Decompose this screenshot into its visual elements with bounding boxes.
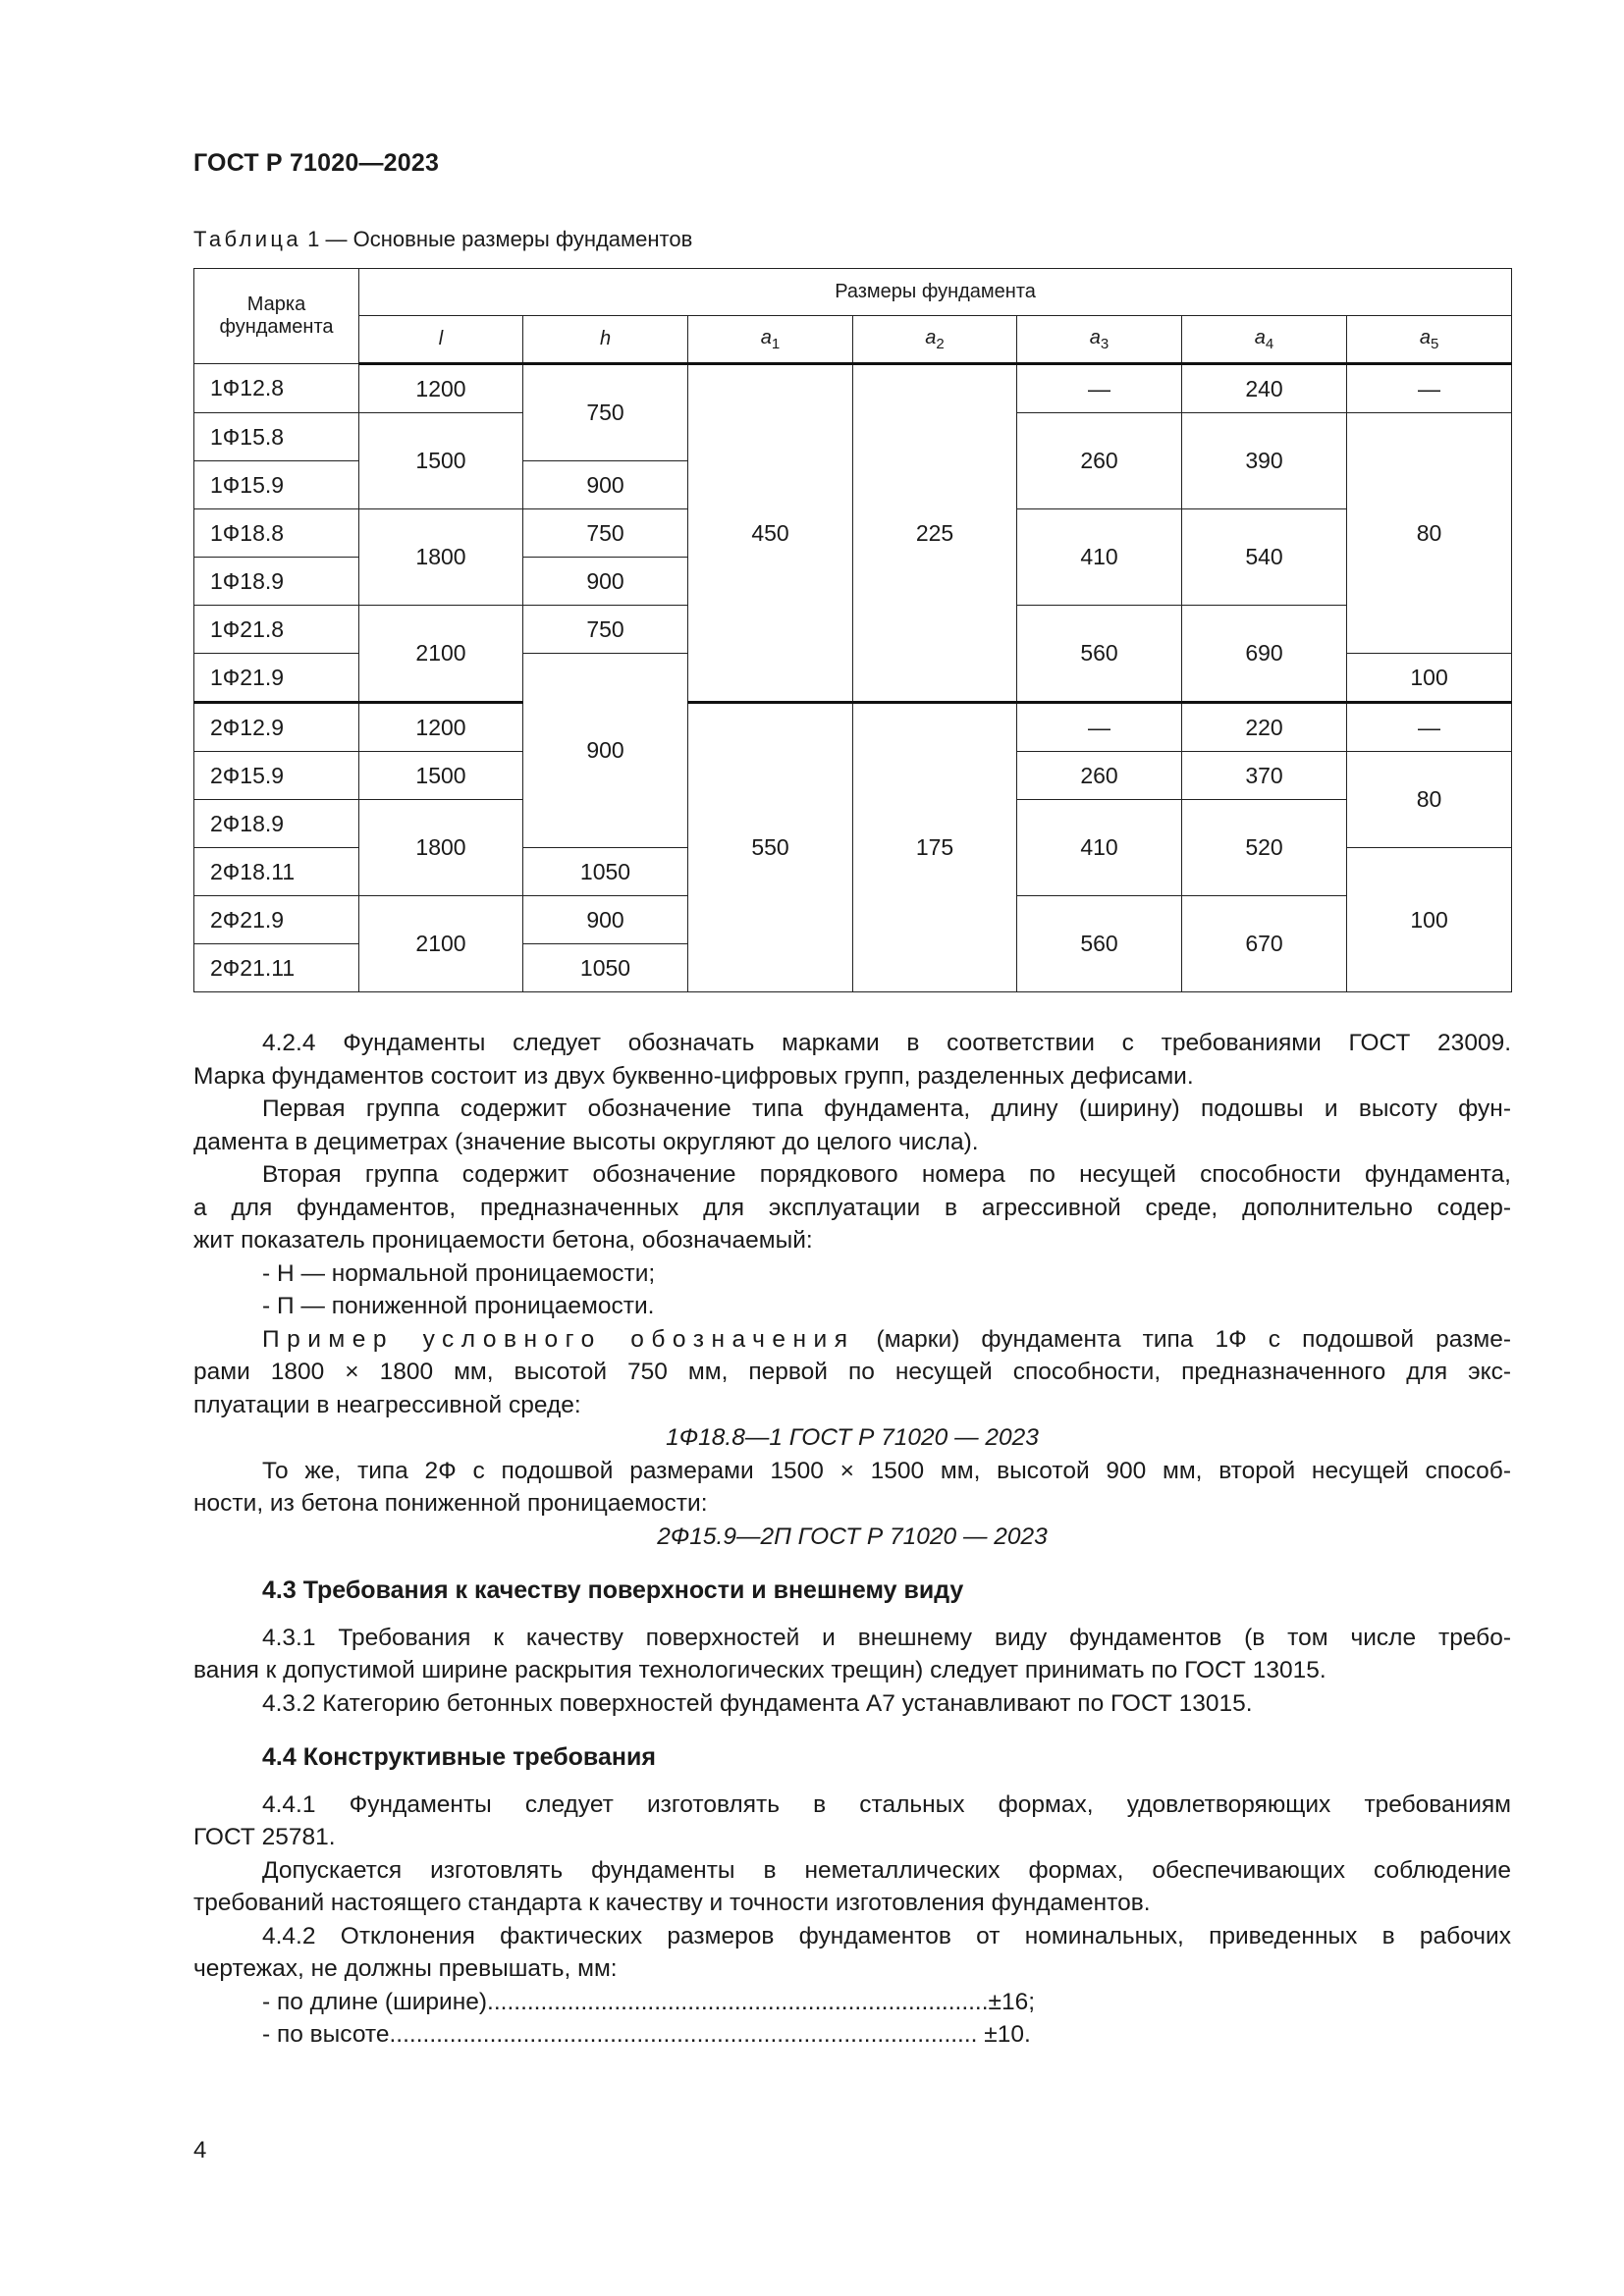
cell-a3: 410	[1017, 509, 1182, 606]
same-line2: ности, из бетона пониженной проницаемости:	[193, 1490, 708, 1517]
cell-a1: 450	[688, 364, 853, 703]
cell-mark: 2Ф21.9	[194, 896, 359, 944]
table-caption	[193, 227, 692, 252]
table-row	[194, 703, 1512, 752]
paragraph-4-4-2-line2: чертежах, не должны превышать, мм:	[193, 1955, 618, 1982]
table-caption-text: 1 — Основные размеры фундаментов	[301, 227, 693, 251]
cell-h: 900	[523, 461, 688, 509]
cell-h: 1050	[523, 944, 688, 992]
table-row	[194, 364, 1512, 413]
cell-a1: 550	[688, 703, 853, 992]
cell-h: 900	[523, 654, 688, 848]
cell-h: 750	[523, 509, 688, 558]
cell-l: 1500	[359, 413, 523, 509]
cell-l: 2100	[359, 606, 523, 703]
paragraph-first-group-line1: Первая группа содержит обозначение типа фундамента, длину (ширину) подошвы и высоту фун-	[262, 1095, 1511, 1122]
example-line1: Пример условного обозначения (марки) фундамента типа 1Ф с подошвой разме-	[262, 1325, 1511, 1353]
section-heading-4-3: 4.3 Требования к качеству поверхности и внешнему виду	[262, 1576, 964, 1604]
same-line1: То же, типа 2Ф с подошвой размерами 1500 × 1500 мм, высотой 900 мм, второй несущей способ-	[262, 1457, 1511, 1484]
cell-a5: 80	[1347, 752, 1512, 848]
cell-l: 2100	[359, 896, 523, 992]
paragraph-4-2-4: 4.2.4 Фундаменты следует обозначать марками в соответствии с требованиями ГОСТ 23009.	[262, 1030, 1511, 1056]
paragraph-4-4-1-line2: ГОСТ 25781.	[193, 1824, 336, 1850]
cell-a4: 220	[1182, 703, 1347, 752]
cell-mark: 1Ф18.8	[194, 509, 359, 558]
paragraph-4-4-1-line1: 4.4.1 Фундаменты следует изготовлять в стальных формах, удовлетворяющих требованиям	[262, 1790, 1511, 1818]
deviation-height: - по высоте........................................................................................ ±10.	[262, 2021, 1031, 2048]
body-text	[193, 1027, 1511, 2052]
cell-a2: 175	[853, 703, 1017, 992]
cell-a3: —	[1017, 364, 1182, 413]
deviation-length: - по длине (ширине)...........................................................................±16;	[262, 1988, 1036, 2015]
cell-a3: 560	[1017, 896, 1182, 992]
cell-a4: 520	[1182, 800, 1347, 896]
example-line3: плуатации в неагрессивной среде:	[193, 1391, 581, 1418]
cell-a3: 260	[1017, 413, 1182, 509]
cell-mark: 2Ф18.11	[194, 848, 359, 896]
cell-h: 900	[523, 896, 688, 944]
cell-a3: 260	[1017, 752, 1182, 800]
foundation-sizes-table	[193, 268, 1512, 992]
cell-l: 1500	[359, 752, 523, 800]
cell-l: 1200	[359, 364, 523, 413]
paragraph-4-3-1-line1: 4.3.1 Требования к качеству поверхностей и внешнему виду фундаментов (в том числе требо-	[262, 1624, 1511, 1651]
cell-a4: 370	[1182, 752, 1347, 800]
header-a3: $a_3$	[1017, 316, 1182, 364]
paragraph-second-group-line3: жит показатель проницаемости бетона, обозначаемый:	[193, 1227, 813, 1254]
header-mark: Марка фундамента	[194, 269, 359, 364]
paragraph-second-group-line2: а для фундаментов, предназначенных для эксплуатации в агрессивной среде, дополнительно содер-	[193, 1194, 1511, 1221]
cell-mark: 2Ф15.9	[194, 752, 359, 800]
list-item: - П — пониженной проницаемости.	[262, 1293, 655, 1319]
cell-mark: 1Ф15.9	[194, 461, 359, 509]
cell-mark: 2Ф12.9	[194, 703, 359, 752]
cell-a4: 540	[1182, 509, 1347, 606]
cell-a4: 670	[1182, 896, 1347, 992]
paragraph-4-4-2-line1: 4.4.2 Отклонения фактических размеров фундаментов от номинальных, приведенных в рабочих	[262, 1922, 1511, 1949]
cell-a5: 100	[1347, 848, 1512, 992]
cell-mark: 2Ф21.11	[194, 944, 359, 992]
cell-h: 750	[523, 606, 688, 654]
header-a4: $a_4$	[1182, 316, 1347, 364]
cell-l: 1800	[359, 509, 523, 606]
header-a2: $a_2$	[853, 316, 1017, 364]
paragraph-first-group-line2: дамента в дециметрах (значение высоты округляют до целого числа).	[193, 1128, 979, 1155]
cell-mark: 1Ф12.8	[194, 364, 359, 413]
cell-h: 900	[523, 558, 688, 606]
paragraph-mark-structure: Марка фундаментов состоит из двух буквенно-цифровых групп, разделенных дефисами.	[193, 1062, 1194, 1090]
example-code-1: 1Ф18.8—1 ГОСТ Р 71020 — 2023	[666, 1424, 1039, 1451]
header-sizes: Размеры фундамента	[359, 269, 1512, 316]
cell-l: 1800	[359, 800, 523, 896]
cell-a3: 410	[1017, 800, 1182, 896]
document-header: ГОСТ Р 71020—2023	[193, 149, 440, 177]
header-l: l	[359, 316, 523, 364]
cell-a4: 240	[1182, 364, 1347, 413]
header-a5: $a_5$	[1347, 316, 1512, 364]
paragraph-second-group-line1: Вторая группа содержит обозначение порядкового номера по несущей способности фундамента,	[262, 1161, 1511, 1188]
paragraph-4-3-1-line2: вания к допустимой ширине раскрытия технологических трещин) следует принимать по ГОСТ 13015.	[193, 1657, 1326, 1683]
cell-a4: 690	[1182, 606, 1347, 703]
header-a1: $a_1$	[688, 316, 853, 364]
paragraph-allow-line2: требований настоящего стандарта к качеству и точности изготовления фундаментов.	[193, 1890, 1151, 1916]
cell-a5: 80	[1347, 413, 1512, 654]
page-number: 4	[193, 2137, 207, 2163]
paragraph-4-3-2: 4.3.2 Категорию бетонных поверхностей фундамента А7 устанавливают по ГОСТ 13015.	[262, 1689, 1253, 1717]
cell-a4: 390	[1182, 413, 1347, 509]
section-heading-4-4: 4.4 Конструктивные требования	[262, 1743, 656, 1771]
example-line2: рами 1800 × 1800 мм, высотой 750 мм, первой по несущей способности, предназначенного для экс-	[193, 1359, 1511, 1385]
cell-a5: —	[1347, 703, 1512, 752]
cell-mark: 1Ф18.9	[194, 558, 359, 606]
cell-l: 1200	[359, 703, 523, 752]
cell-h: 750	[523, 364, 688, 461]
cell-a5: —	[1347, 364, 1512, 413]
cell-a5: 100	[1347, 654, 1512, 703]
example-code-2: 2Ф15.9—2П ГОСТ Р 71020 — 2023	[657, 1522, 1048, 1550]
cell-mark: 2Ф18.9	[194, 800, 359, 848]
table-caption-label: Таблица	[193, 227, 302, 251]
cell-mark: 1Ф21.8	[194, 606, 359, 654]
header-h: h	[523, 316, 688, 364]
list-item: - Н — нормальной проницаемости;	[262, 1259, 656, 1287]
cell-a2: 225	[853, 364, 1017, 703]
paragraph-allow-line1: Допускается изготовлять фундаменты в неметаллических формах, обеспечивающих соблюдение	[262, 1856, 1511, 1884]
cell-mark: 1Ф21.9	[194, 654, 359, 703]
cell-a3: 560	[1017, 606, 1182, 703]
cell-mark: 1Ф15.8	[194, 413, 359, 461]
cell-h: 1050	[523, 848, 688, 896]
example-label: Пример условного обозначения	[262, 1325, 855, 1353]
cell-a3: —	[1017, 703, 1182, 752]
